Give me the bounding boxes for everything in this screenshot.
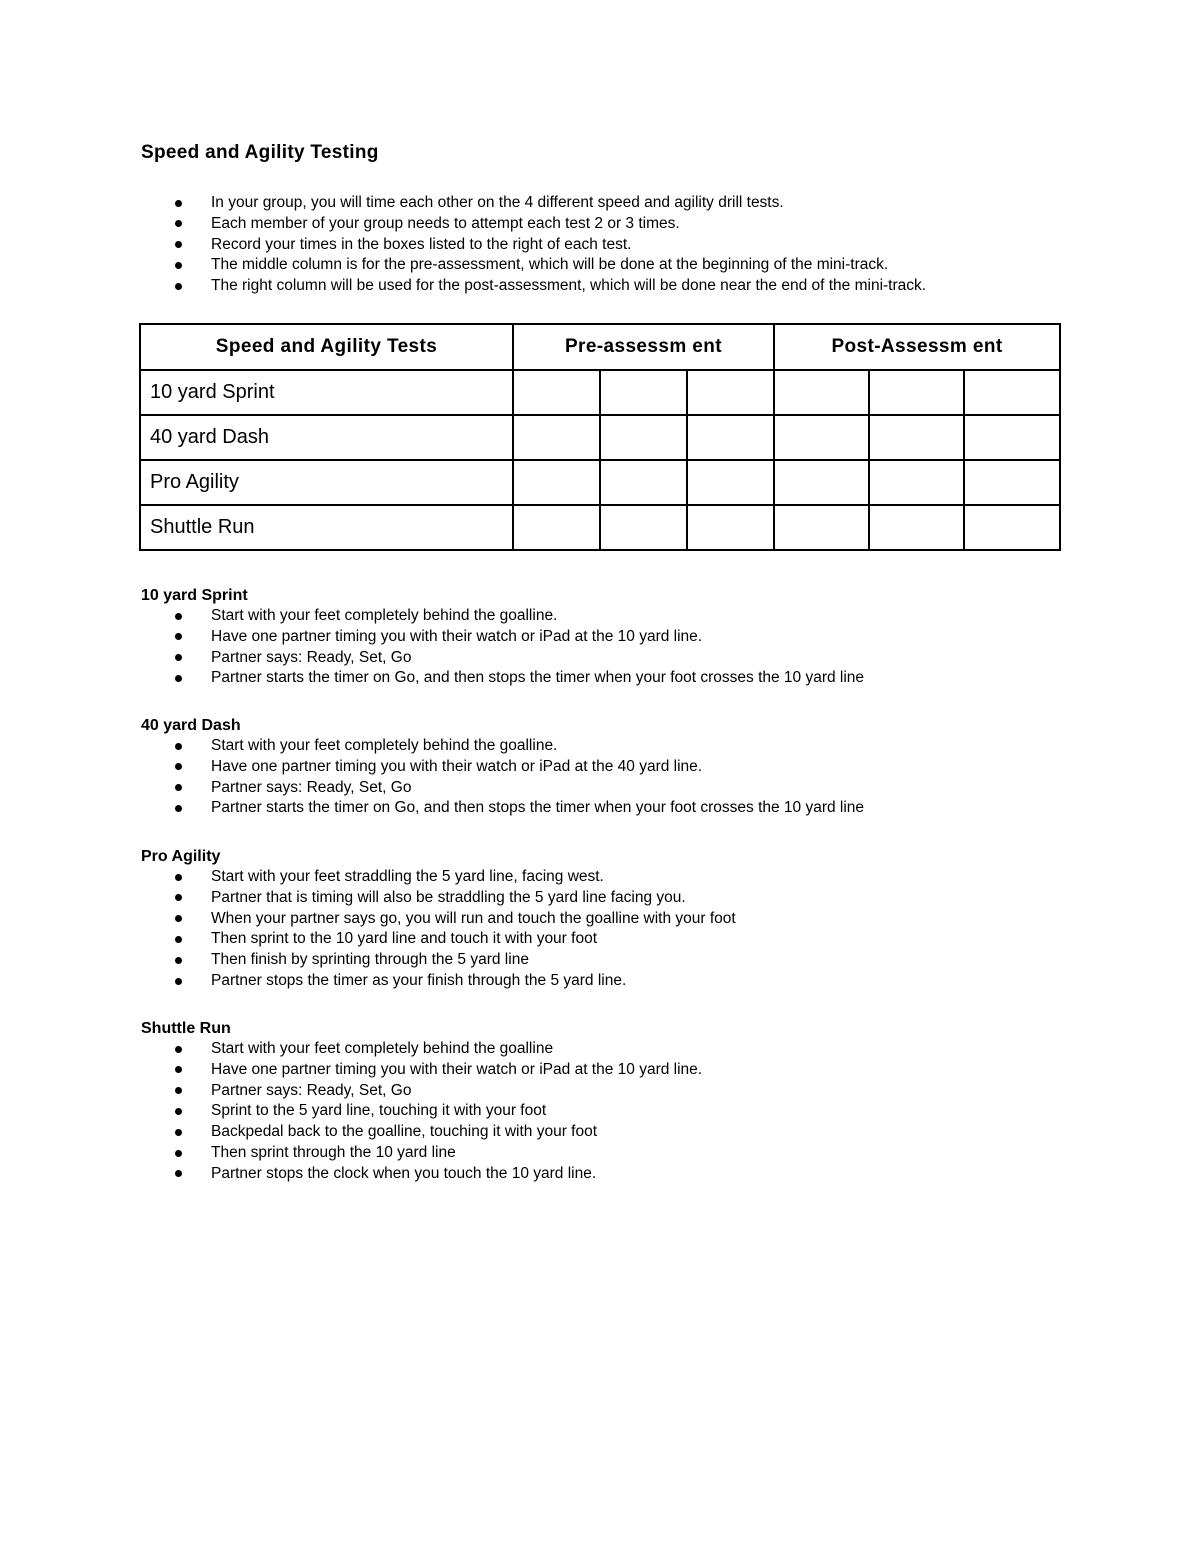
section-bullet-list [141, 867, 736, 992]
bullet-icon [175, 1046, 182, 1053]
list-item-text: Partner says: Ready, Set, Go [211, 1081, 412, 1099]
list-item [141, 648, 864, 669]
pre-time-cell[interactable] [687, 370, 774, 415]
list-item-text: The middle column is for the pre-assessment, which will be done at the beginning of the mini-track. [211, 256, 889, 274]
bullet-icon [175, 1066, 182, 1073]
list-item-text: In your group, you will time each other on the 4 different speed and agility drill tests. [211, 194, 784, 211]
section-bullet-list [141, 606, 864, 689]
list-item [141, 1081, 702, 1102]
list-item [141, 627, 864, 648]
list-item [141, 255, 926, 276]
list-item-text: Then finish by sprinting through the 5 yard line [211, 951, 529, 969]
list-item-text: Partner stops the clock when you touch the 10 yard line. [211, 1164, 597, 1182]
list-item [141, 971, 736, 992]
bullet-icon [175, 894, 182, 901]
list-item-text: Start with your feet completely behind the goalline. [211, 737, 558, 754]
list-item-text: Backpedal back to the goalline, touching it with your foot [211, 1123, 598, 1141]
list-item-text: Each member of your group needs to attempt each test 2 or 3 times. [211, 214, 680, 232]
list-item [141, 1101, 702, 1122]
list-item [141, 909, 736, 930]
list-item [141, 1143, 702, 1164]
post-time-cell[interactable] [869, 370, 964, 415]
section-heading: Shuttle Run [141, 1020, 231, 1037]
section-pro-agility [141, 846, 736, 992]
section-40-yard-dash [141, 715, 864, 819]
list-item [141, 276, 926, 297]
list-item-text: Then sprint through the 10 yard line [211, 1143, 456, 1161]
list-item [141, 214, 926, 235]
pre-time-cell[interactable] [513, 370, 600, 415]
list-item-text: Have one partner timing you with their watch or iPad at the 10 yard line. [211, 627, 703, 645]
bullet-icon [175, 763, 182, 770]
bullet-icon [175, 1087, 182, 1094]
post-time-cell[interactable] [869, 505, 964, 550]
post-time-cell[interactable] [774, 505, 869, 550]
list-item-text: Start with your feet straddling the 5 yard line, facing west. [211, 868, 604, 885]
list-item [141, 867, 736, 888]
post-time-cell[interactable] [774, 415, 869, 460]
list-item-text: Then sprint to the 10 yard line and touch it with your foot [211, 930, 598, 948]
bullet-icon [175, 743, 182, 750]
list-item-text: Partner says: Ready, Set, Go [211, 778, 412, 796]
list-item-text: Have one partner timing you with their watch or iPad at the 40 yard line. [211, 757, 703, 775]
list-item [141, 736, 864, 757]
table-row [140, 415, 1060, 460]
bullet-icon [175, 1129, 182, 1136]
pre-time-cell[interactable] [600, 415, 687, 460]
section-bullet-list [141, 1039, 702, 1185]
test-name-cell: 10 yard Sprint [140, 370, 513, 415]
section-heading: 10 yard Sprint [141, 587, 248, 604]
list-item-text: Partner that is timing will also be straddling the 5 yard line facing you. [211, 888, 686, 906]
bullet-icon [175, 1150, 182, 1157]
post-time-cell[interactable] [964, 460, 1060, 505]
bullet-icon [175, 613, 182, 620]
bullet-icon [175, 220, 182, 227]
table-row [140, 505, 1060, 550]
pre-time-cell[interactable] [513, 505, 600, 550]
table-row [140, 460, 1060, 505]
list-item-text: Record your times in the boxes listed to the right of each test. [211, 235, 632, 253]
list-item-text: Partner says: Ready, Set, Go [211, 648, 412, 666]
list-item-text: Partner stops the timer as your finish through the 5 yard line. [211, 971, 627, 989]
bullet-icon [175, 200, 182, 207]
list-item [141, 778, 864, 799]
bullet-icon [175, 241, 182, 248]
list-item-text: Partner starts the timer on Go, and then stops the timer when your foot crosses the 10 yard line [211, 669, 865, 687]
post-time-cell[interactable] [774, 370, 869, 415]
list-item [141, 757, 864, 778]
section-10-yard-sprint [141, 585, 864, 689]
column-header-pre-assessment: Pre-assessm ent [513, 324, 774, 370]
post-time-cell[interactable] [774, 460, 869, 505]
page-title: Speed and Agility Testing [141, 142, 379, 163]
pre-time-cell[interactable] [687, 505, 774, 550]
post-time-cell[interactable] [869, 415, 964, 460]
table-header-row [140, 324, 1060, 370]
section-heading: 40 yard Dash [141, 717, 241, 734]
list-item [141, 1039, 702, 1060]
bullet-icon [175, 874, 182, 881]
list-item [141, 1060, 702, 1081]
list-item-text: When your partner says go, you will run and touch the goalline with your foot [211, 909, 736, 927]
bullet-icon [175, 675, 182, 682]
test-name-cell: Shuttle Run [140, 505, 513, 550]
bullet-icon [175, 957, 182, 964]
list-item [141, 193, 926, 214]
bullet-icon [175, 262, 182, 269]
bullet-icon [175, 654, 182, 661]
list-item [141, 888, 736, 909]
list-item [141, 606, 864, 627]
bullet-icon [175, 784, 182, 791]
bullet-icon [175, 633, 182, 640]
post-time-cell[interactable] [964, 370, 1060, 415]
test-name-cell: Pro Agility [140, 460, 513, 505]
pre-time-cell[interactable] [600, 460, 687, 505]
score-table [139, 323, 1061, 551]
section-shuttle-run [141, 1018, 702, 1185]
test-name-cell: 40 yard Dash [140, 415, 513, 460]
column-header-tests: Speed and Agility Tests [140, 324, 513, 370]
bullet-icon [175, 805, 182, 812]
pre-time-cell[interactable] [687, 415, 774, 460]
list-item [141, 1164, 702, 1185]
list-item-text: The right column will be used for the post-assessment, which will be done near the end of the mini-track. [211, 277, 927, 295]
pre-time-cell[interactable] [513, 460, 600, 505]
list-item [141, 950, 736, 971]
pre-time-cell[interactable] [600, 505, 687, 550]
bullet-icon [175, 936, 182, 943]
list-item-text: Start with your feet completely behind the goalline. [211, 607, 558, 624]
bullet-icon [175, 978, 182, 985]
bullet-icon [175, 1170, 182, 1177]
bullet-icon [175, 915, 182, 922]
bullet-icon [175, 1108, 182, 1115]
list-item-text: Sprint to the 5 yard line, touching it with your foot [211, 1102, 547, 1120]
list-item [141, 1122, 702, 1143]
list-item [141, 798, 864, 819]
list-item-text: Partner starts the timer on Go, and then stops the timer when your foot crosses the 10 yard line [211, 799, 865, 817]
section-bullet-list [141, 736, 864, 819]
list-item [141, 235, 926, 256]
pre-time-cell[interactable] [687, 460, 774, 505]
pre-time-cell[interactable] [513, 415, 600, 460]
list-item [141, 668, 864, 689]
column-header-post-assessment: Post-Assessm ent [774, 324, 1060, 370]
pre-time-cell[interactable] [600, 370, 687, 415]
bullet-icon [175, 283, 182, 290]
table-row [140, 370, 1060, 415]
post-time-cell[interactable] [869, 460, 964, 505]
list-item-text: Start with your feet completely behind the goalline [211, 1040, 554, 1057]
intro-bullet-list [141, 193, 926, 297]
list-item [141, 929, 736, 950]
post-time-cell[interactable] [964, 415, 1060, 460]
post-time-cell[interactable] [964, 505, 1060, 550]
section-heading: Pro Agility [141, 848, 221, 865]
list-item-text: Have one partner timing you with their watch or iPad at the 10 yard line. [211, 1060, 703, 1078]
